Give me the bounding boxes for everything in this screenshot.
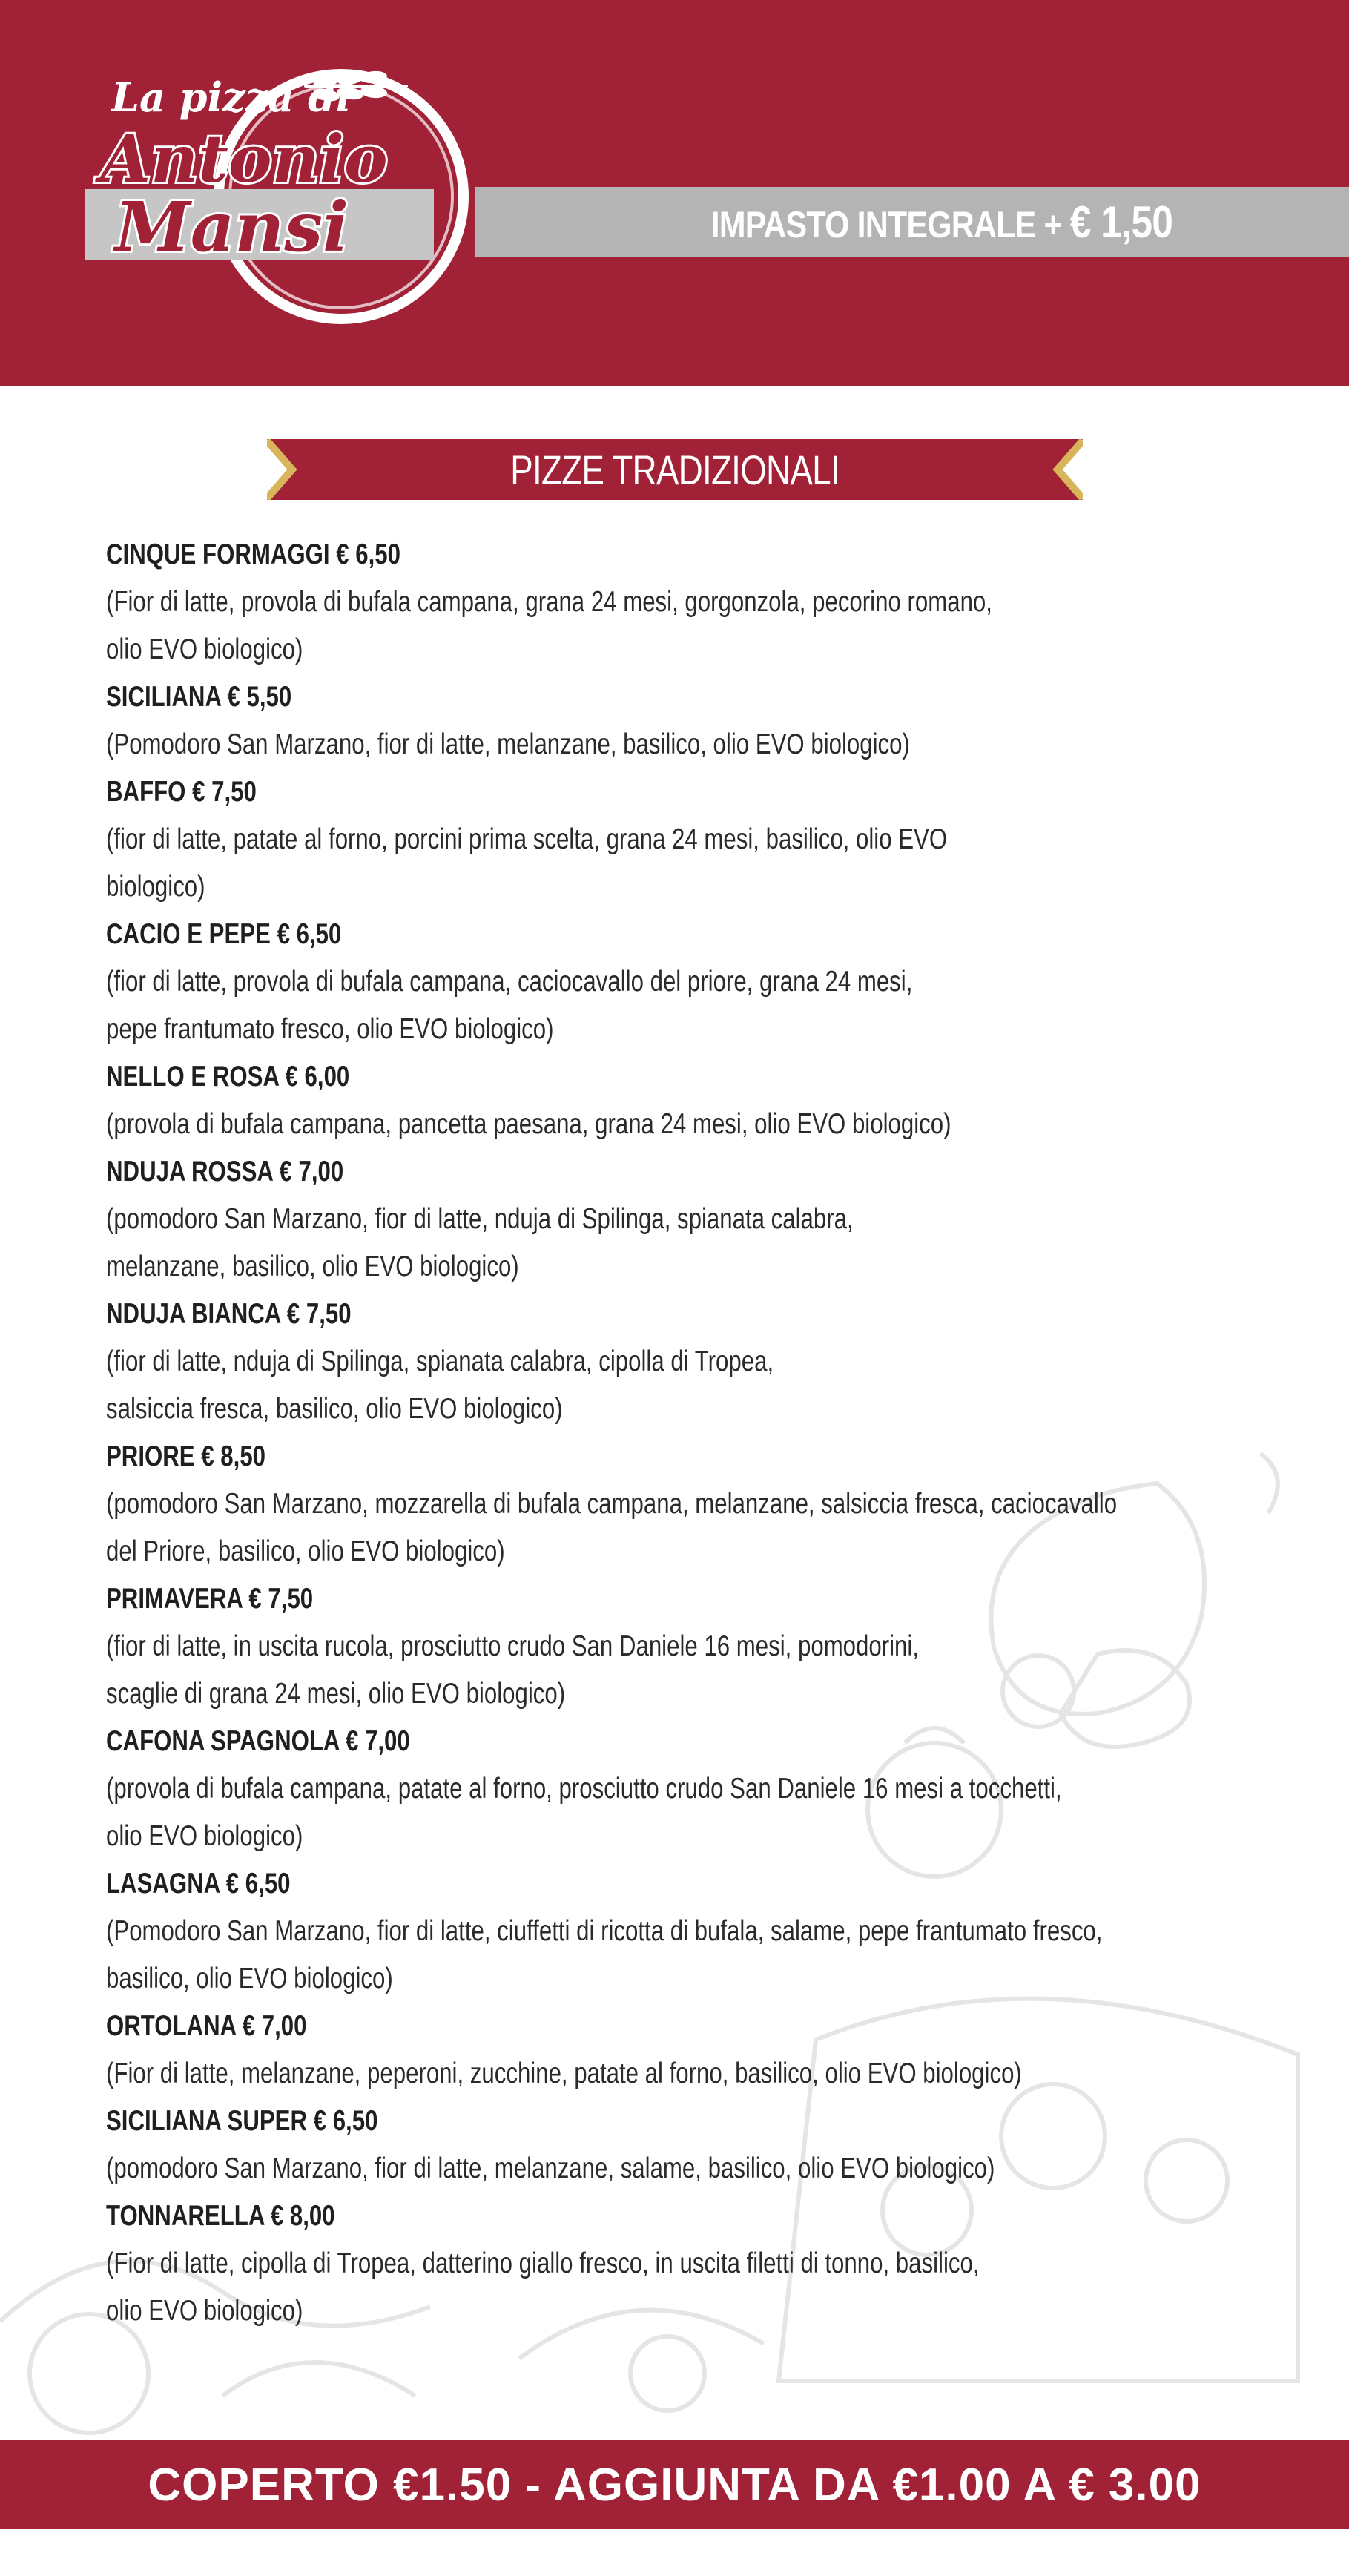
list-item xyxy=(106,768,1233,911)
section-banner xyxy=(267,439,1083,500)
list-item xyxy=(106,673,1233,768)
pizza-name: PRIORE € 8,50 xyxy=(106,1440,266,1472)
pizza-name: NDUJA ROSSA € 7,00 xyxy=(106,1156,344,1187)
pizza-name: CAFONA SPAGNOLA € 7,00 xyxy=(106,1725,410,1757)
pizza-name: NELLO E ROSA € 6,00 xyxy=(106,1061,350,1093)
section-title: PIZZE TRADIZIONALI xyxy=(510,446,840,493)
pizza-ingredients: (Fior di latte, provola di bufala campana, grana 24 mesi, gorgonzola, pecorino romano, olio EVO biologico) xyxy=(106,586,992,665)
list-item xyxy=(106,1433,1233,1575)
impasto-label: IMPASTO INTEGRALE + xyxy=(710,203,1070,246)
pizza-ingredients: (fior di latte, patate al forno, porcini prima scelta, grana 24 mesi, basilico, olio EVO biologico) xyxy=(106,823,948,903)
pizza-name: NDUJA BIANCA € 7,50 xyxy=(106,1298,352,1330)
list-item xyxy=(106,2098,1233,2193)
impasto-price: € 1,50 xyxy=(1069,197,1172,247)
list-item xyxy=(106,911,1233,1053)
list-item xyxy=(106,2003,1233,2098)
logo-line2: Antonio xyxy=(100,120,388,197)
pizza-ingredients: (provola di bufala campana, pancetta paesana, grana 24 mesi, olio EVO biologico) xyxy=(106,1108,951,1140)
brand-logo xyxy=(82,52,482,349)
pizza-ingredients: (pomodoro San Marzano, fior di latte, melanzane, salame, basilico, olio EVO biologico) xyxy=(106,2152,995,2184)
list-item xyxy=(106,1053,1233,1148)
pizza-name: CACIO E PEPE € 6,50 xyxy=(106,918,342,950)
pizza-name: BAFFO € 7,50 xyxy=(106,776,257,808)
pizza-ingredients: (pomodoro San Marzano, fior di latte, nduja di Spilinga, spianata calabra, melanzane, basilico, olio EVO biologico) xyxy=(106,1203,854,1282)
pizza-name: SICILIANA SUPER € 6,50 xyxy=(106,2105,378,2137)
pizza-ingredients: (fior di latte, nduja di Spilinga, spianata calabra, cipolla di Tropea, salsiccia fresca, basilico, olio EVO biologico) xyxy=(106,1345,774,1425)
pizza-name: TONNARELLA € 8,00 xyxy=(106,2200,335,2232)
pizza-name: ORTOLANA € 7,00 xyxy=(106,2010,307,2042)
pizza-ingredients: (Pomodoro San Marzano, fior di latte, ciuffetti di ricotta di bufala, salame, pepe frantumato fresco, basilico, olio EVO biologico) xyxy=(106,1915,1103,1994)
footer-band xyxy=(0,2440,1349,2529)
pizza-ingredients: (fior di latte, in uscita rucola, prosciutto crudo San Daniele 16 mesi, pomodorini, scaglie di grana 24 mesi, olio EVO biologico) xyxy=(106,1630,920,1710)
pizza-ingredients: (Fior di latte, melanzane, peperoni, zucchine, patate al forno, basilico, olio EVO biologico) xyxy=(106,2058,1022,2089)
list-item xyxy=(106,2193,1233,2335)
pizza-ingredients: (Pomodoro San Marzano, fior di latte, melanzane, basilico, olio EVO biologico) xyxy=(106,728,910,760)
pizza-name: SICILIANA € 5,50 xyxy=(106,681,292,713)
list-item xyxy=(106,1575,1233,1718)
header-band xyxy=(0,0,1349,386)
list-item xyxy=(106,1860,1233,2003)
logo-line3: Mansi xyxy=(115,187,349,267)
impasto-banner xyxy=(475,187,1349,257)
pizza-name: CINQUE FORMAGGI € 6,50 xyxy=(106,538,401,570)
pizza-ingredients: (Fior di latte, cipolla di Tropea, datterino giallo fresco, in uscita filetti di tonno, basilico, olio EVO biologico) xyxy=(106,2247,980,2327)
footer-note: COPERTO €1.50 - AGGIUNTA DA €1.00 A € 3.00 xyxy=(148,2459,1201,2511)
pizza-name: LASAGNA € 6,50 xyxy=(106,1868,291,1900)
pizza-ingredients: (pomodoro San Marzano, mozzarella di bufala campana, melanzane, salsiccia fresca, caciocavallo del Priore, basilico, olio EVO biologico) xyxy=(106,1488,1118,1567)
pizza-ingredients: (fior di latte, provola di bufala campana, caciocavallo del priore, grana 24 mesi, pepe frantumato fresco, olio EVO biologico) xyxy=(106,966,913,1045)
logo-line1: La pizza di xyxy=(111,73,352,121)
pizza-ingredients: (provola di bufala campana, patate al forno, prosciutto crudo San Daniele 16 mesi a tocchetti, olio EVO biologico) xyxy=(106,1773,1062,1852)
list-item xyxy=(106,531,1233,673)
list-item xyxy=(106,1291,1233,1433)
list-item xyxy=(106,1148,1233,1291)
pizza-menu xyxy=(106,531,1233,2335)
list-item xyxy=(106,1718,1233,1860)
pizza-name: PRIMAVERA € 7,50 xyxy=(106,1583,314,1615)
